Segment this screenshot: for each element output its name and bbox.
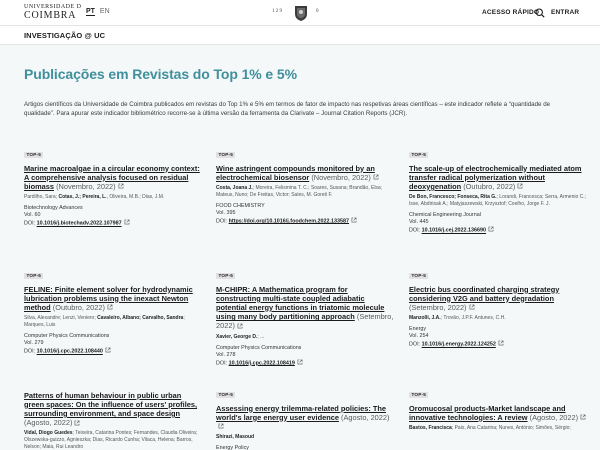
journal-volume: Vol. 278 (216, 351, 236, 358)
doi-line (216, 359, 394, 368)
publication-date: (Novembro, 2022) (311, 172, 371, 182)
publication-card (409, 383, 587, 432)
doi-line (216, 217, 394, 226)
doi-link[interactable]: 10.1016/j.cpc.2022.108440 (36, 348, 103, 355)
external-link-icon[interactable] (74, 420, 80, 426)
external-link-icon[interactable] (498, 340, 504, 346)
publication-title-link[interactable]: Assessing energy trilemma-related policies: The world's large energy user evidence (216, 403, 387, 422)
university-seal (254, 4, 348, 22)
authors-rest: ; Pais, Ana Catarina; Nunes, António; Simões, Sérgio; (451, 424, 571, 431)
journal-name: Computer Physics Communications (216, 344, 302, 351)
journal-name: Biotechnology Advances (24, 205, 83, 212)
external-link-icon[interactable] (351, 217, 357, 223)
external-link-icon[interactable] (107, 304, 113, 310)
logo-line-2: COIMBRA (24, 10, 77, 21)
search-icon[interactable] (535, 8, 545, 18)
authors-rest: ; Marques, Luis (24, 315, 185, 329)
doi-label: DOI: (24, 220, 36, 227)
publication-title-link[interactable]: The scale-up of electrochemically mediated atom transfer radical polymerization without deoxygenation (409, 163, 582, 191)
publication-title-link[interactable]: Patterns of human behaviour in public urban green spaces: On the influence of users' profiles, surrounding environment, and space design (24, 390, 198, 418)
publication-title-block (216, 404, 394, 432)
lang-pt-link[interactable]: PT (86, 8, 95, 15)
publication-card (216, 383, 394, 450)
publication-date: (Outubro, 2022) (52, 302, 105, 312)
authors-uc: Costa, Joana J. (216, 184, 253, 191)
external-link-icon[interactable] (124, 219, 130, 225)
authors-uc: Xavier, George D. (216, 333, 258, 340)
journal-volume: Vol. 60 (24, 212, 41, 219)
external-link-icon[interactable] (580, 414, 586, 420)
external-link-icon[interactable] (118, 183, 124, 189)
university-logo[interactable] (24, 4, 82, 22)
publication-title-link[interactable]: Wine astringent compounds monitored by an electrochemical biosensor (216, 163, 375, 182)
publication-date: (Setembro, 2022) (216, 312, 394, 331)
doi-line (24, 219, 202, 228)
journal-volume: Vol. 279 (24, 340, 44, 347)
doi-link[interactable]: 10.1016/j.biotechadv.2022.107987 (36, 220, 122, 227)
publication-authors (409, 194, 587, 208)
publication-authors (24, 315, 202, 329)
doi-label: DOI: (24, 348, 36, 355)
journal-volume: Vol. 445 (409, 219, 429, 226)
doi-link[interactable]: 10.1016/j.cej.2022.136690 (421, 227, 487, 234)
publication-title-link[interactable]: M-CHIPR: A Mathematica program for constructing multi-state coupled adiabatic potential energy functions in triatomic molecule using many body partitioning approach (216, 284, 385, 322)
doi-link[interactable]: https://doi.org/10.1016/j.foodchem.2022.133587 (228, 218, 350, 225)
authors-uc: Cavaleiro, Albano; Carvalho, Sandra (97, 315, 184, 322)
authors-rest: ; ... (257, 333, 265, 340)
quick-access-link[interactable]: ACESSO RÁPIDO (482, 9, 540, 16)
authors-uc: Vidal, Diogo Guedes (24, 430, 73, 437)
authors-rest: ; Trovão, J.P.F. Antunes, C.H. (440, 315, 506, 322)
top-badge: TOP-5 (24, 273, 43, 279)
lang-en-link[interactable]: EN (99, 8, 110, 15)
journal-name: Chemical Engineering Journal (409, 212, 481, 219)
page-title: Publicações em Revistas do Top 1% e 5% (24, 66, 297, 82)
publication-title-block (409, 285, 587, 313)
publication-title-block (409, 164, 587, 192)
external-link-icon[interactable] (373, 174, 379, 180)
doi-label: DOI: (409, 227, 421, 234)
top-navigation-bar (0, 0, 600, 26)
authors-lead: Pardilho, Sara; (24, 194, 59, 201)
authors-uc: De Bon, Francesco; Fonseca, Rita G. (409, 194, 497, 201)
publication-title-link[interactable]: Marine macroalgae in a circular economy context: A comprehensive analysis focused on residual biomass (24, 163, 200, 191)
publication-card (409, 264, 587, 349)
publication-date: (Agosto, 2022) (529, 412, 579, 422)
publication-card (216, 264, 394, 367)
publication-card (24, 264, 202, 356)
publication-title-block (216, 164, 394, 182)
journal-name: Energy (409, 326, 427, 333)
external-link-icon[interactable] (469, 304, 475, 310)
language-switcher (86, 8, 113, 15)
logo-line-1: UNIVERSIDADE D (24, 4, 82, 10)
publication-title-link[interactable]: Electric bus coordinated charging strategy considering V2G and battery degradation (409, 284, 560, 303)
top-badge: TOP-5 (216, 152, 235, 158)
publication-authors (409, 315, 587, 322)
main-content (0, 45, 600, 450)
journal-volume: Vol. 254 (409, 333, 429, 340)
publication-title-link[interactable]: Oromucosal products-Market landscape and innovative technologies: A review (409, 403, 566, 422)
publication-date: (Setembro, 2022) (409, 302, 467, 312)
login-link[interactable]: ENTRAR (551, 9, 580, 16)
publication-date: (Agosto, 2022) (24, 418, 73, 428)
external-link-icon[interactable] (218, 423, 224, 429)
authors-uc: Bastos, Francisca (409, 424, 452, 431)
doi-line (409, 226, 587, 235)
publication-title-link[interactable]: FELINE: Finite element solver for hydrodynamic lubrication problems using the inexact Newton method (24, 284, 193, 312)
authors-rest: , Oliveira, M.B.; Dias, J.M. (106, 194, 165, 201)
publication-title-block (24, 285, 202, 313)
publication-authors (216, 434, 394, 441)
publication-card (216, 143, 394, 225)
external-link-icon[interactable] (517, 183, 523, 189)
publication-authors (24, 430, 202, 450)
publication-authors (216, 185, 394, 199)
doi-line (24, 347, 202, 356)
top-badge: TOP-5 (409, 273, 428, 279)
publication-card (24, 388, 202, 450)
authors-rest: ; Lorandi, Francesca; Serra, Armenio C.; Isse, Abdirisak A.; Matyjaszewski, Krzysztof; Coelho, Jorge F. J. (409, 194, 587, 208)
authors-uc: Manzolli, J.A. (409, 315, 441, 322)
doi-line (409, 340, 587, 349)
publication-card (24, 143, 202, 228)
authors-rest: ; Moreira, Felismina T. C.; Soares, Susana; Brandão, Elsa; Mateus, Nuno; De Freitas, Victor; Sales, M. Goreti F. (216, 184, 383, 198)
publication-authors (24, 194, 202, 201)
top-badge: TOP-5 (24, 152, 43, 158)
doi-label: DOI: (216, 360, 228, 367)
publication-authors (409, 425, 587, 432)
publication-date: (Outubro, 2022) (463, 181, 516, 191)
top-badge: TOP-5 (409, 152, 428, 158)
external-link-icon[interactable] (297, 359, 303, 365)
doi-link[interactable]: 10.1016/j.energy.2022.124252 (421, 341, 496, 348)
year-right: 0 (316, 9, 319, 14)
journal-name: Energy Policy (216, 445, 249, 450)
authors-lead: Silva, Alexandre; Lenzi, Veniero; (24, 315, 98, 322)
publication-title-block (216, 285, 394, 331)
external-link-icon[interactable] (488, 226, 494, 232)
external-link-icon[interactable] (237, 323, 243, 329)
doi-link[interactable]: 10.1016/j.cpc.2022.108419 (228, 360, 295, 367)
authors-uc: Shirazi, Masoud (216, 434, 255, 441)
top-badge: TOP-5 (216, 273, 235, 279)
publication-title-block (409, 404, 587, 422)
authors-rest: ; Teixeira, Catarina Pontes; Fernandes, Claudia Oliveira; Olszewska-guizzo, Agnieszka; Dias, Ricardo Cunha; Vilaca, Helena; Barros, Nelson; Maia, Rui Leandro (24, 430, 198, 450)
journal-name: FOOD CHEMISTRY (216, 202, 265, 209)
publication-authors (216, 334, 394, 341)
top-badge: TOP-5 (409, 392, 428, 398)
section-title[interactable]: INVESTIGAÇÃO @ UC (24, 31, 106, 40)
section-bar (0, 26, 600, 45)
year-left: 1 2 9 (272, 9, 282, 14)
publication-card (409, 143, 587, 235)
publication-title-block (24, 391, 202, 428)
top-badge: TOP-5 (216, 392, 235, 398)
authors-uc: Cotas, J.; Pereira, L. (58, 194, 107, 201)
publication-date: (Novembro, 2022) (56, 181, 116, 191)
doi-label: DOI: (216, 218, 228, 225)
page-intro: Artigos científicos da Universidade de Coimbra publicados em revistas do Top 1% e 5% em termos de fator de impacto nas respetivas áreas científicas – este indicador reflete a “quantidade de qualidade”. Para apurar este indicador bibliométrico recorre-se à última versão da ferramenta da Clarivate – Journal Citation Reports (JCR). (24, 101, 551, 117)
publication-title-block (24, 164, 202, 192)
doi-label: DOI: (409, 341, 421, 348)
journal-name: Computer Physics Communications (24, 333, 110, 340)
crest-icon (294, 4, 308, 22)
journal-volume: Vol. 395 (216, 209, 236, 216)
publication-date: (Agosto, 2022) (341, 412, 390, 422)
external-link-icon[interactable] (105, 347, 111, 353)
